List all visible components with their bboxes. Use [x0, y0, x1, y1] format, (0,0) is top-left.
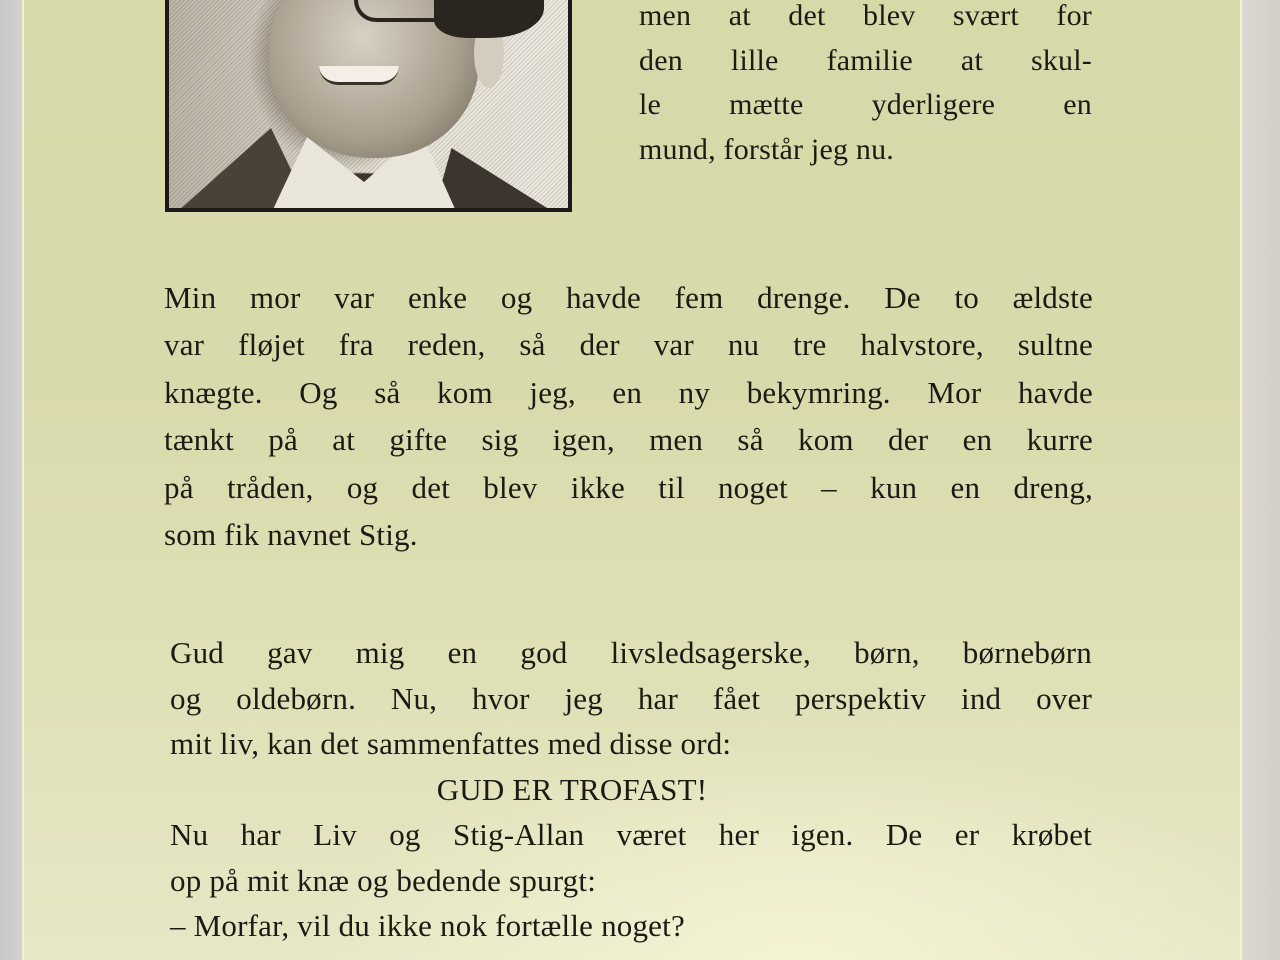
text-line: på tråden, og det blev ikke til noget – kun en dreng, [164, 469, 1093, 505]
paragraph-mother [164, 274, 1093, 558]
text-line: den lille familie at skul- [639, 43, 1092, 77]
text-line: – Morfar, vil du ikke nok fortælle noget? [170, 908, 685, 943]
author-portrait-photo [165, 0, 572, 212]
paragraph-faithful [170, 630, 1092, 949]
portrait-smile [319, 66, 399, 85]
text-line: knægte. Og så kom jeg, en ny bekymring. Mor havde [164, 374, 1093, 410]
heading-gud-er-trofast: GUD ER TROFAST! [436, 771, 708, 807]
text-line: Gud gav mig en god livsledsagerske, børn, børnebørn [170, 635, 1092, 670]
text-line: mit liv, kan det sammenfattes med disse ord: [170, 726, 732, 761]
text-line: tænkt på at gifte sig igen, men så kom der en kurre [164, 422, 1093, 458]
portrait-glasses [354, 0, 457, 22]
text-line: var fløjet fra reden, så der var nu tre halvstore, sultne [164, 327, 1093, 363]
text-line: le mætte yderligere en [639, 88, 1092, 121]
text-line: Min mor var enke og havde fem drenge. De to ældste [164, 280, 1093, 315]
text-line: men at det blev svært for [639, 0, 1092, 32]
background-right-margin [1242, 0, 1280, 960]
background-left-margin [0, 0, 22, 960]
text-line: mund, forstår jeg nu. [639, 132, 894, 166]
text-line: som fik navnet Stig. [164, 517, 418, 553]
text-line: Nu har Liv og Stig-Allan været her igen. De er krøbet [170, 817, 1092, 852]
text-line: op på mit knæ og bedende spurgt: [170, 862, 597, 898]
text-line: og oldebørn. Nu, hvor jeg har fået perspektiv ind over [170, 680, 1092, 716]
intro-text-column [639, 0, 1092, 172]
book-back-cover [22, 0, 1242, 960]
